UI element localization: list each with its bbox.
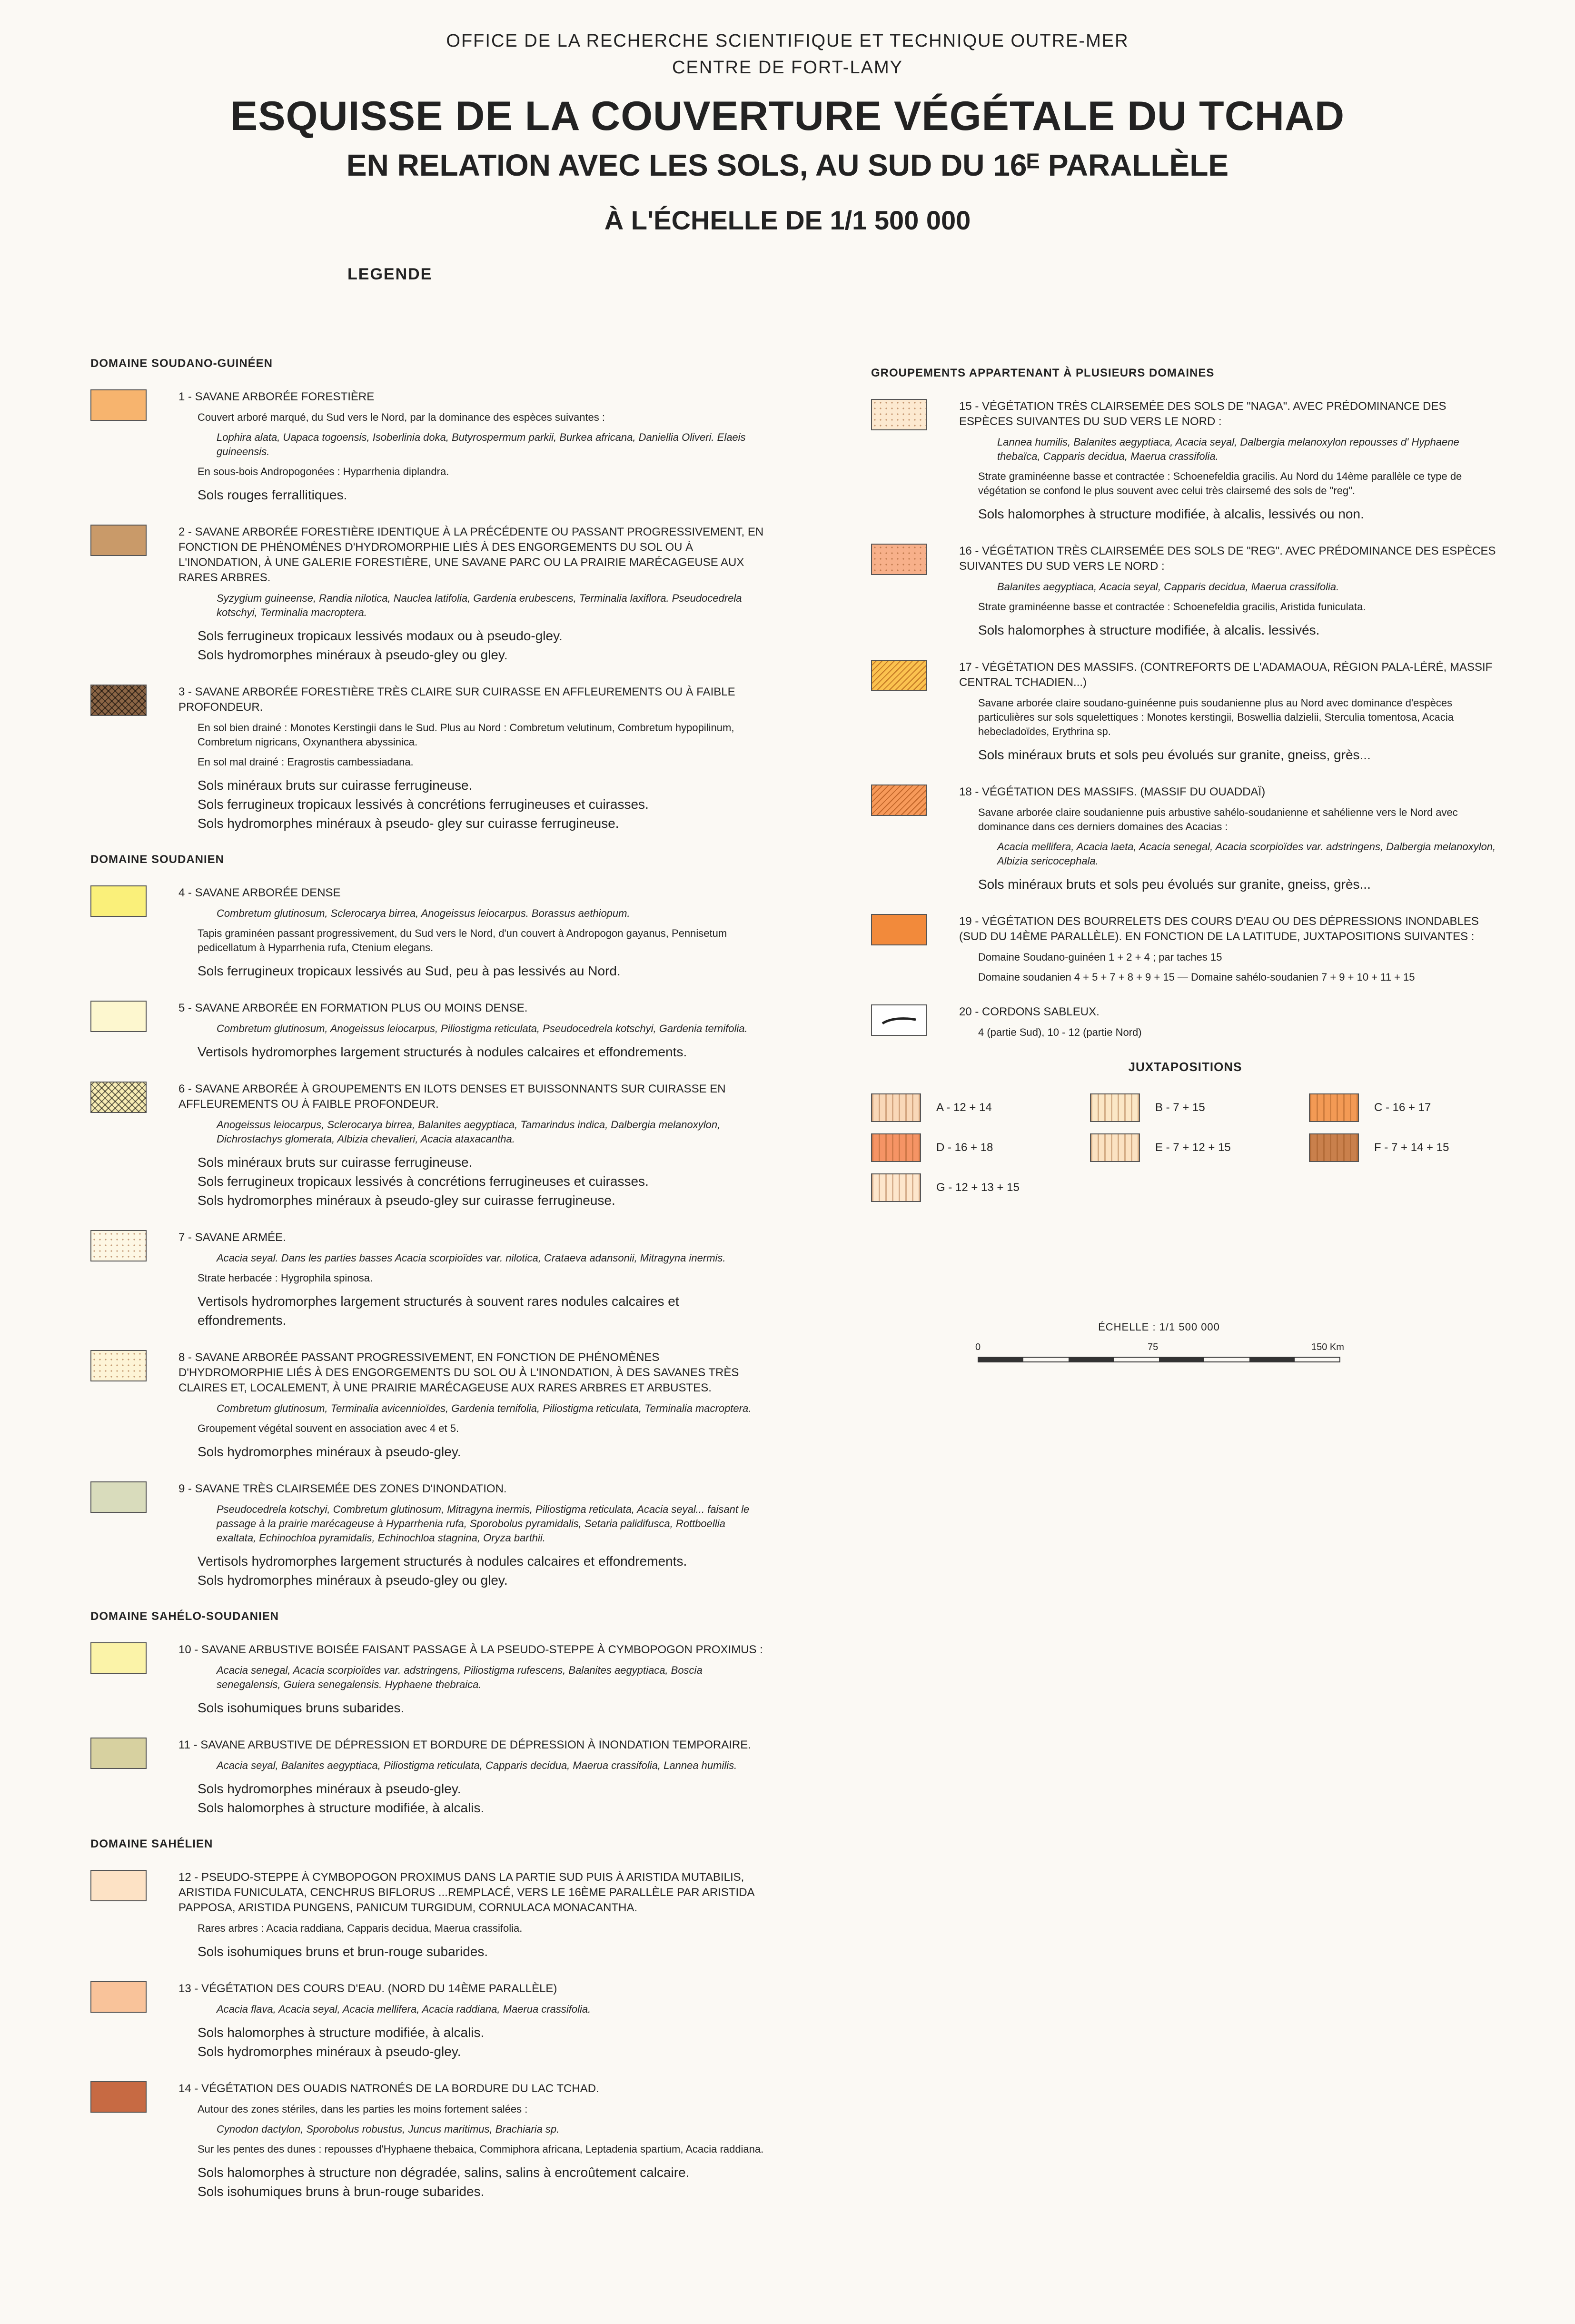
legend-item-title: 9 - SAVANE TRÈS CLAIRSEMÉE DES ZONES D'INONDATION. <box>178 1482 507 1495</box>
legend-item <box>90 1981 766 2061</box>
legend-item <box>871 914 1499 984</box>
legend-item-soils <box>978 505 1499 524</box>
legend-item-species: Combretum glutinosum, Anogeissus leiocarpus, Piliostigma reticulata, Pseudocedrela kotschyi, Gardenia ternifolia. <box>217 1023 748 1034</box>
soil-type: Sols hydromorphes minéraux à pseudo-gley sur cuirasse ferrugineuse. <box>198 1193 615 1208</box>
legend-item-soils <box>198 1442 766 1461</box>
juxtaposition-swatch <box>871 1093 921 1122</box>
legend-swatch <box>90 2081 147 2113</box>
juxtaposition-label: F - 7 + 14 + 15 <box>1374 1141 1449 1154</box>
legend-item <box>90 2081 766 2201</box>
juxtaposition-label: A - 12 + 14 <box>936 1101 992 1114</box>
scale-bar-title: ÉCHELLE : 1/1 500 000 <box>1098 1321 1220 1333</box>
juxtaposition-item <box>871 1133 1090 1162</box>
domain-heading: DOMAINE SAHÉLIEN <box>90 1837 213 1850</box>
legend-item-species: Combretum glutinosum, Sclerocarya birrea, Anogeissus leiocarpus. Borassus aethiopum. <box>217 907 630 919</box>
legend-item-soils <box>198 776 766 833</box>
legend-item-soils <box>198 2163 766 2201</box>
legend-item-soils <box>198 1292 766 1330</box>
scale-bar-graphic <box>969 1355 1349 1370</box>
legend-item-note: Domaine soudanien 4 + 5 + 7 + 8 + 9 + 15 — Domaine sahélo-soudanien 7 + 9 + 10 + 11 + 15 <box>978 971 1415 983</box>
soil-type: Sols hydromorphes minéraux à pseudo-gley. <box>198 2044 461 2059</box>
legend-item <box>90 885 766 981</box>
soil-type: Sols isohumiques bruns à brun-rouge subarides. <box>198 2184 485 2199</box>
legend-item-note: Sur les pentes des dunes : repousses d'Hyphaene thebaica, Commiphora africana, Leptadenia spartium, Acacia raddiana. <box>198 2143 764 2155</box>
soil-type: Sols halomorphes à structure modifiée, à alcalis. <box>198 1800 485 1815</box>
legend-item-soils <box>198 962 766 981</box>
soil-type: Vertisols hydromorphes largement structurés à nodules calcaires et effondrements. <box>198 1554 687 1569</box>
map-scale-text: À L'ÉCHELLE DE 1/1 500 000 <box>604 205 971 235</box>
legend-swatch <box>871 1004 927 1036</box>
legend-swatch <box>871 660 927 691</box>
soil-type: Sols isohumiques bruns et brun-rouge subarides. <box>198 1944 488 1959</box>
legend-item <box>90 1001 766 1062</box>
legend-item-soils <box>978 621 1499 640</box>
legend-item-note: En sol mal drainé : Eragrostis cambessiadana. <box>198 756 414 768</box>
legend-item-soils <box>198 1942 766 1961</box>
legend-item-description: En sol bien drainé : Monotes Kerstingii dans le Sud. Plus au Nord : Combretum velutinum, Combretum hypopilinum, Combretum nigricans, Oxynanthera abyssinica. <box>198 722 734 748</box>
soil-type: Sols hydromorphes minéraux à pseudo-gley ou gley. <box>198 647 508 662</box>
legend-item-species: Anogeissus leiocarpus, Sclerocarya birrea, Balanites aegyptiaca, Tamarindus indica, Dalbergia melanoxylon, Dichrostachys glomerata, Albizia chevalieri, Acacia ataxacantha. <box>217 1119 721 1145</box>
legend-swatch <box>90 1481 147 1513</box>
legend-item-title: 2 - SAVANE ARBORÉE FORESTIÈRE IDENTIQUE À LA PRÉCÉDENTE OU PASSANT PROGRESSIVEMENT, EN FONCTION DE PHÉNOMÈNES D'HYDROMORPHIE LIÉS À DES ENGORGEMENTS DU SOL OU À L'INONDATION, À UNE GALERIE FORESTIÈRE, UNE SAVANE PARC OU LA PRAIRIE MARÉCAGEUSE AUX RARES ARBRES. <box>178 526 764 584</box>
legend-item-description: 4 (partie Sud), 10 - 12 (partie Nord) <box>978 1026 1142 1038</box>
soil-type: Sols ferrugineux tropicaux lessivés à concrétions ferrugineuses et cuirasses. <box>198 797 649 812</box>
legend-item-soils <box>198 1698 766 1718</box>
legend-item-title: 4 - SAVANE ARBORÉE DENSE <box>178 886 341 899</box>
legend-item-title: 10 - SAVANE ARBUSTIVE BOISÉE FAISANT PASSAGE À LA PSEUDO-STEPPE À CYMBOPOGON PROXIMUS : <box>178 1643 763 1656</box>
juxtaposition-item <box>871 1173 1090 1202</box>
soil-type: Sols minéraux bruts et sols peu évolués sur granite, gneiss, grès... <box>978 877 1371 892</box>
legend-swatch <box>90 885 147 917</box>
scale-tick-label: 150 Km <box>1311 1342 1344 1352</box>
legend-swatch <box>90 1642 147 1674</box>
legend-item-species: Acacia seyal, Balanites aegyptiaca, Piliostigma reticulata, Capparis decidua, Maerua crassifolia, Lannea humilis. <box>217 1759 737 1771</box>
soil-type: Vertisols hydromorphes largement structurés à nodules calcaires et effondrements. <box>198 1044 687 1059</box>
juxtaposition-swatch <box>1090 1133 1140 1162</box>
juxtapositions-grid <box>871 1093 1499 1202</box>
legend-item-soils <box>198 1043 766 1062</box>
legend-swatch <box>90 1870 147 1901</box>
map-subtitle: EN RELATION AVEC LES SOLS, AU SUD DU 16ᴱ PARALLÈLE <box>346 148 1229 182</box>
legend-item <box>90 685 766 833</box>
juxtaposition-label: B - 7 + 15 <box>1155 1101 1205 1114</box>
soil-type: Sols hydromorphes minéraux à pseudo-gley. <box>198 1781 461 1796</box>
legend-swatch <box>90 1350 147 1381</box>
legend-item <box>90 1738 766 1817</box>
legend-item-note: Strate herbacée : Hygrophila spinosa. <box>198 1272 373 1284</box>
legend-swatch <box>871 544 927 575</box>
juxtaposition-swatch <box>1090 1093 1140 1122</box>
legend-item-description: Couvert arboré marqué, du Sud vers le Nord, par la dominance des espèces suivantes : <box>198 411 605 423</box>
legend-item <box>90 1481 766 1590</box>
legend-item-soils <box>198 2023 766 2061</box>
soil-type: Sols hydromorphes minéraux à pseudo- gley sur cuirasse ferrugineuse. <box>198 816 619 831</box>
juxtaposition-swatch <box>1309 1133 1359 1162</box>
legend-item-species: Lophira alata, Uapaca togoensis, Isoberlinia doka, Butyrospermum parkii, Burkea africana, Daniellia Oliveri. Elaeis guineensis. <box>217 431 746 457</box>
soil-type: Sols isohumiques bruns subarides. <box>198 1700 405 1715</box>
legend-item-soils <box>198 626 766 665</box>
legend-item-title: 8 - SAVANE ARBORÉE PASSANT PROGRESSIVEMENT, EN FONCTION DE PHÉNOMÈNES D'HYDROMORPHIE LIÉS À DES ENGORGEMENTS DU SOL OU À L'INONDATION, À DES SAVANES TRÈS CLAIRES ET, LOCALEMENT, À UNE PRAIRIE MARÉCAGEUSE AUX RARES ARBRES ET ARBUSTES. <box>178 1351 739 1394</box>
organization-name: OFFICE DE LA RECHERCHE SCIENTIFIQUE ET TECHNIQUE OUTRE-MER <box>446 31 1129 51</box>
legend-title: LEGENDE <box>347 265 433 283</box>
soil-type: Sols halomorphes à structure modifiée, à alcalis. lessivés. <box>978 623 1320 637</box>
juxtaposition-item <box>1090 1133 1309 1162</box>
legend-item-note: Strate graminéenne basse et contractée : Schoenefeldia gracilis. Au Nord du 14ème parallèle ce type de végétation se confond le plus souvent avec celui très clairsemé des sols de "reg". <box>978 470 1462 497</box>
scale-tick-label: 0 <box>975 1342 981 1352</box>
legend-item-title: 3 - SAVANE ARBORÉE FORESTIÈRE TRÈS CLAIRE SUR CUIRASSE EN AFFLEUREMENTS OU À FAIBLE PROFONDEUR. <box>178 685 735 714</box>
legend-item <box>90 1350 766 1461</box>
legend-item-note: Groupement végétal souvent en association avec 4 et 5. <box>198 1422 459 1434</box>
legend-item-title: 1 - SAVANE ARBORÉE FORESTIÈRE <box>178 390 375 403</box>
legend-left-column <box>90 357 766 2221</box>
soil-type: Sols rouges ferrallitiques. <box>198 487 347 502</box>
legend-swatch <box>90 1981 147 2013</box>
juxtaposition-item <box>1090 1093 1309 1122</box>
legend-item-soils <box>978 875 1499 894</box>
legend-item-soils <box>198 486 766 505</box>
legend-item-species: Combretum glutinosum, Terminalia avicennioïdes, Gardenia ternifolia, Piliostigma reticulata, Terminalia macroptera. <box>217 1402 752 1414</box>
domain-heading: DOMAINE SOUDANIEN <box>90 853 225 866</box>
legend-item-note: Strate graminéenne basse et contractée : Schoenefeldia gracilis, Aristida funiculata. <box>978 601 1366 613</box>
legend-right-column <box>871 367 1499 1202</box>
legend-item-title: 14 - VÉGÉTATION DES OUADIS NATRONÉS DE LA BORDURE DU LAC TCHAD. <box>178 2082 599 2095</box>
legend-item <box>871 399 1499 524</box>
legend-item-title: 11 - SAVANE ARBUSTIVE DE DÉPRESSION ET BORDURE DE DÉPRESSION À INONDATION TEMPORAIRE. <box>178 1738 751 1751</box>
legend-item <box>90 1230 766 1330</box>
soil-type: Sols minéraux bruts sur cuirasse ferrugineuse. <box>198 1155 473 1170</box>
legend-item <box>871 660 1499 765</box>
legend-item-species: Acacia seyal. Dans les parties basses Acacia scorpioïdes var. nilotica, Crataeva adansonii, Mitragyna inermis. <box>217 1252 726 1264</box>
legend-item-note: Rares arbres : Acacia raddiana, Capparis decidua, Maerua crassifolia. <box>198 1922 523 1934</box>
legend-swatch <box>90 525 147 556</box>
legend-item <box>90 1642 766 1718</box>
legend-item-title: 6 - SAVANE ARBORÉE À GROUPEMENTS EN ILOTS DENSES ET BUISSONNANTS SUR CUIRASSE EN AFFLEUREMENTS OU À FAIBLE PROFONDEUR. <box>178 1083 726 1111</box>
legend-swatch <box>90 389 147 421</box>
legend-item <box>90 1082 766 1210</box>
legend-item <box>90 1870 766 1961</box>
legend-item-title: 17 - VÉGÉTATION DES MASSIFS. (CONTREFORTS DE L'ADAMAOUA, RÉGION PALA-LÉRÉ, MASSIF CENTRAL TCHADIEN...) <box>959 661 1493 689</box>
legend-item-title: 15 - VÉGÉTATION TRÈS CLAIRSEMÉE DES SOLS DE "NAGA". AVEC PRÉDOMINANCE DES ESPÈCES SUIVANTES DU SUD VERS LE NORD : <box>959 400 1446 428</box>
soil-type: Sols hydromorphes minéraux à pseudo-gley ou gley. <box>198 1573 508 1588</box>
legend-item-title: 7 - SAVANE ARMÉE. <box>178 1231 286 1244</box>
legend-item-species: Balanites aegyptiaca, Acacia seyal, Capparis decidua, Maerua crassifolia. <box>997 581 1339 593</box>
legend-item-title: 18 - VÉGÉTATION DES MASSIFS. (MASSIF DU OUADDAÏ) <box>959 785 1266 798</box>
legend-item-soils <box>198 1779 766 1817</box>
legend-item-note: En sous-bois Andropogonées : Hyparrhenia diplandra. <box>198 466 449 477</box>
legend-item-soils <box>198 1552 766 1590</box>
legend-item <box>90 525 766 665</box>
soil-type: Sols halomorphes à structure modifiée, à alcalis. <box>198 2025 485 2040</box>
juxtaposition-swatch <box>871 1133 921 1162</box>
legend-item <box>871 544 1499 640</box>
juxtaposition-label: E - 7 + 12 + 15 <box>1155 1141 1231 1154</box>
soil-type: Sols halomorphes à structure non dégradée, salins, salins à encroûtement calcaire. <box>198 2165 690 2180</box>
legend-swatch <box>90 685 147 716</box>
legend-item-species: Pseudocedrela kotschyi, Combretum glutinosum, Mitragyna inermis, Piliostigma reticulata, Acacia seyal... faisant le passage à la prairie marécageuse à Hyparrhenia rufa, Sporobolus pyramidalis, Setaria palidifusca, Rottboellia exaltata, Echinochloa pyramidalis, Echinochloa stagnina, Oryza barthii. <box>217 1503 750 1544</box>
legend-swatch <box>871 785 927 816</box>
legend-swatch <box>871 399 927 430</box>
legend-item-title: 20 - CORDONS SABLEUX. <box>959 1005 1100 1018</box>
legend-item-description: Savane arborée claire soudano-guinéenne puis soudanienne plus au Nord avec dominance d'espèces particulières sur sols squelettiques : Monotes kerstingii, Boswellia dalzielii, Sterculia tomentosa, Acacia hebecladoïdes, Erythrina sp. <box>978 697 1454 737</box>
soil-type: Sols minéraux bruts et sols peu évolués sur granite, gneiss, grès... <box>978 747 1371 762</box>
juxtaposition-swatch <box>1309 1093 1359 1122</box>
juxtapositions-title: JUXTAPOSITIONS <box>1128 1060 1242 1074</box>
juxtaposition-item <box>1309 1133 1499 1162</box>
legend-item-note: Tapis graminéen passant progressivement, du Sud vers le Nord, d'un couvert à Andropogon gayanus, Pennisetum pedicellatum à Hyparrhenia rufa, Ctenium elegans. <box>198 927 727 953</box>
organization-header <box>0 28 1575 81</box>
soil-type: Sols halomorphes à structure modifiée, à alcalis, lessivés ou non. <box>978 507 1364 521</box>
soil-type: Sols hydromorphes minéraux à pseudo-gley. <box>198 1444 461 1459</box>
domain-heading: DOMAINE SAHÉLO-SOUDANIEN <box>90 1610 279 1623</box>
legend-item-soils <box>978 745 1499 765</box>
legend-item-description: Domaine Soudano-guinéen 1 + 2 + 4 ; par taches 15 <box>978 951 1222 963</box>
legend-item-title: 5 - SAVANE ARBORÉE EN FORMATION PLUS OU MOINS DENSE. <box>178 1002 528 1014</box>
center-name: CENTRE DE FORT-LAMY <box>672 58 903 78</box>
legend-item <box>90 389 766 505</box>
legend-item-title: 12 - PSEUDO-STEPPE À CYMBOPOGON PROXIMUS DANS LA PARTIE SUD PUIS À ARISTIDA MUTABILIS, ARISTIDA FUNICULATA, CENCHRUS BIFLORUS ...REMPLACÉ, VERS LE 16ÈME PARALLÈLE PAR ARISTIDA PAPPOSA, ARISTIDA PUNGENS, PANICUM TURGIDUM, CORNULACA MONACANTHA. <box>178 1871 754 1914</box>
legend-item-species: Acacia flava, Acacia seyal, Acacia mellifera, Acacia raddiana, Maerua crassifolia. <box>217 2003 591 2015</box>
legend-item-description: Autour des zones stériles, dans les parties les moins fortement salées : <box>198 2103 528 2115</box>
legend-item-title: 19 - VÉGÉTATION DES BOURRELETS DES COURS D'EAU OU DES DÉPRESSIONS INONDABLES (SUD DU 14ÈME PARALLÈLE). EN FONCTION DE LA LATITUDE, JUXTAPOSITIONS SUIVANTES : <box>959 915 1479 943</box>
juxtaposition-label: C - 16 + 17 <box>1374 1101 1431 1114</box>
domain-heading: DOMAINE SOUDANO-GUINÉEN <box>90 357 273 370</box>
legend-swatch <box>90 1001 147 1032</box>
legend-item-species: Acacia senegal, Acacia scorpioïdes var. adstringens, Piliostigma rufescens, Balanites aegyptiaca, Boscia senegalensis, Guiera senegalensis. Hyphaene thebraica. <box>217 1664 703 1690</box>
legend-item <box>871 785 1499 894</box>
soil-type: Vertisols hydromorphes largement structurés à souvent rares nodules calcaires et effondrements. <box>198 1294 679 1328</box>
legend-item-species: Acacia mellifera, Acacia laeta, Acacia senegal, Acacia scorpioïdes var. adstringens, Dalbergia melanoxylon, Albizia sericocephala. <box>997 841 1496 867</box>
legend-swatch <box>871 914 927 945</box>
legend-item-title: 16 - VÉGÉTATION TRÈS CLAIRSEMÉE DES SOLS DE "REG". AVEC PRÉDOMINANCE DES ESPÈCES SUIVANTES DU SUD VERS LE NORD : <box>959 545 1496 573</box>
juxtaposition-item <box>1309 1093 1499 1122</box>
map-title: ESQUISSE DE LA COUVERTURE VÉGÉTALE DU TCHAD <box>230 93 1345 139</box>
legend-item <box>871 1004 1499 1040</box>
juxtaposition-label: G - 12 + 13 + 15 <box>936 1181 1020 1194</box>
legend-item-soils <box>198 1153 766 1210</box>
soil-type: Sols ferrugineux tropicaux lessivés à concrétions ferrugineuses et cuirasses. <box>198 1174 649 1189</box>
scale-bar <box>969 1321 1349 1372</box>
soil-type: Sols ferrugineux tropicaux lessivés au Sud, peu à pas lessivés au Nord. <box>198 963 621 978</box>
legend-item-species: Lannea humilis, Balanites aegyptiaca, Acacia seyal, Dalbergia melanoxylon repousses d' Hyphaene thebaïca, Capparis decidua, Maerua crassifolia. <box>997 436 1459 462</box>
legend-item-species: Cynodon dactylon, Sporobolus robustus, Juncus maritimus, Brachiaria sp. <box>217 2123 560 2135</box>
scale-tick-label: 75 <box>1148 1342 1159 1352</box>
legend-swatch <box>90 1082 147 1113</box>
juxtaposition-swatch <box>871 1173 921 1202</box>
soil-type: Sols minéraux bruts sur cuirasse ferrugineuse. <box>198 778 473 793</box>
legend-swatch <box>90 1230 147 1261</box>
legend-item-species: Syzygium guineense, Randia nilotica, Nauclea latifolia, Gardenia erubescens, Terminalia laxiflora. Pseudocedrela kotschyi, Terminalia macroptera. <box>217 592 742 618</box>
domain-heading: GROUPEMENTS APPARTENANT À PLUSIEURS DOMAINES <box>871 367 1215 379</box>
legend-swatch <box>90 1738 147 1769</box>
soil-type: Sols ferrugineux tropicaux lessivés modaux ou à pseudo-gley. <box>198 628 563 643</box>
legend-item-description: Savane arborée claire soudanienne puis arbustive sahélo-soudanienne et sahélienne vers le Nord avec dominance dans ces derniers domaines des Acacias : <box>978 806 1458 833</box>
juxtaposition-item <box>871 1093 1090 1122</box>
juxtaposition-label: D - 16 + 18 <box>936 1141 993 1154</box>
legend-item-title: 13 - VÉGÉTATION DES COURS D'EAU. (NORD DU 14ÈME PARALLÈLE) <box>178 1982 557 1995</box>
